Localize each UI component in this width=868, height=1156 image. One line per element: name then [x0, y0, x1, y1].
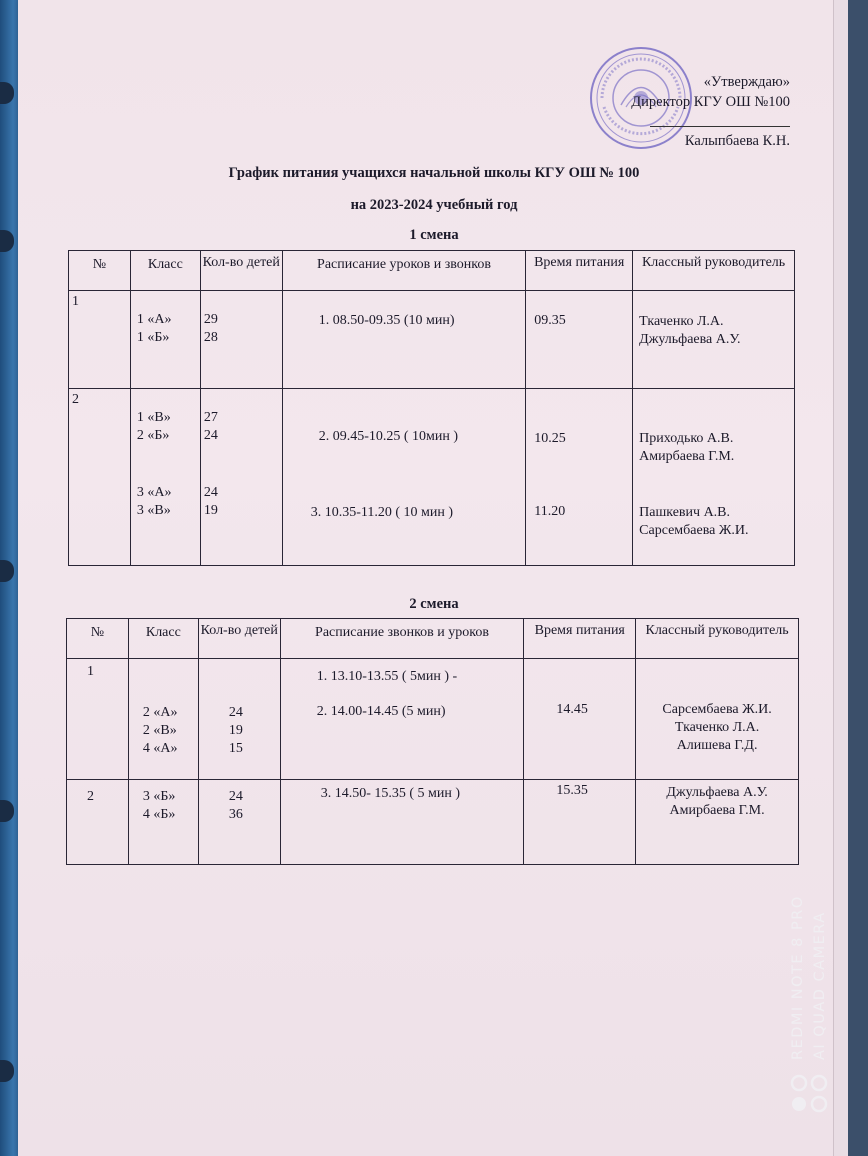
table-row: [67, 659, 799, 780]
teacher-name: Ткаченко Л.А.: [639, 314, 724, 329]
header-class: Класс: [130, 251, 200, 291]
teacher-name: Ткаченко Л.А.: [674, 720, 760, 735]
class-name: 2 «Б»: [136, 428, 170, 443]
school-year: на 2023-2024 учебный год: [350, 197, 518, 213]
meal-time: 11.20: [534, 504, 566, 519]
lesson-schedule: 3. 10.35-11.20 ( 10 мин ): [310, 505, 454, 520]
table-row: [69, 389, 795, 566]
camera-logo-icon: [790, 1074, 830, 1120]
student-count: 15: [228, 741, 243, 756]
student-count: 19: [203, 503, 218, 518]
table-header-row: [69, 251, 795, 291]
meal-time: 14.45: [556, 702, 588, 717]
row-number: 2: [72, 392, 79, 407]
class-name: 2 «В»: [142, 723, 177, 738]
class-name: 1 «Б»: [136, 330, 170, 345]
teacher-name: Сарсембаева Ж.И.: [639, 523, 749, 538]
table-header-row: [67, 619, 799, 659]
header-number: №: [67, 619, 129, 659]
lesson-schedule: 2. 14.00-14.45 (5 мин): [316, 704, 446, 719]
lesson-schedule: 3. 14.50- 15.35 ( 5 мин ): [320, 786, 461, 801]
teacher-name: Амирбаева Г.М.: [669, 803, 765, 818]
teacher-name: Джульфаева А.У.: [639, 332, 741, 347]
meal-time: 15.35: [556, 783, 588, 798]
approval-block: [590, 72, 790, 151]
header-teacher: Классный руководитель: [636, 619, 799, 659]
header-schedule: Расписание звонков и уроков: [280, 619, 524, 659]
header-count: Кол-во детей: [200, 251, 282, 291]
lesson-schedule: 1. 13.10-13.55 ( 5мин ) -: [316, 669, 458, 684]
table-row: [67, 780, 799, 865]
shift-1-heading: 1 смена: [409, 227, 459, 243]
teacher-name: Сарсембаева Ж.И.: [662, 702, 772, 717]
lesson-schedule: 2. 09.45-10.25 ( 10мин ): [318, 429, 459, 444]
row-number: 1: [72, 294, 79, 309]
class-name: 1 «А»: [136, 312, 172, 327]
document-title: График питания учащихся начальной школы КГУ ОШ № 100: [228, 165, 640, 181]
class-name: 1 «В»: [136, 410, 171, 425]
meal-time: 09.35: [534, 313, 566, 328]
class-name: 4 «А»: [142, 741, 178, 756]
class-name: 3 «Б»: [142, 789, 176, 804]
director-name: Калыпбаева К.Н.: [684, 133, 790, 149]
table-row: [69, 291, 795, 389]
header-number: №: [69, 251, 131, 291]
shift-1-table: [68, 250, 795, 566]
lesson-schedule: 1. 08.50-09.35 (10 мин): [318, 313, 455, 328]
header-schedule: Расписание уроков и звонков: [282, 251, 526, 291]
student-count: 36: [228, 807, 243, 822]
watermark-camera: AI QUAD CAMERA: [812, 911, 828, 1060]
camera-watermark: [784, 880, 844, 1130]
watermark-model: REDMI NOTE 8 PRO: [790, 895, 806, 1060]
shift-2-heading: 2 смена: [409, 596, 459, 612]
shift-2-table: [66, 618, 799, 865]
student-count: 28: [203, 330, 218, 345]
header-meal-time: Время питания: [524, 619, 636, 659]
student-count: 24: [228, 705, 243, 720]
student-count: 27: [203, 410, 218, 425]
teacher-name: Алишева Г.Д.: [676, 738, 758, 753]
student-count: 24: [203, 485, 218, 500]
class-name: 3 «А»: [136, 485, 172, 500]
teacher-name: Пашкевич А.В.: [639, 505, 731, 520]
signature-line: [650, 114, 790, 127]
meal-time: 10.25: [534, 431, 566, 446]
row-number: 1: [87, 664, 94, 679]
header-count: Кол-во детей: [198, 619, 280, 659]
student-count: 24: [228, 789, 243, 804]
header-meal-time: Время питания: [526, 251, 633, 291]
director-title: Директор КГУ ОШ №100: [631, 94, 790, 110]
student-count: 29: [203, 312, 218, 327]
header-teacher: Классный руководитель: [633, 251, 795, 291]
class-name: 4 «Б»: [142, 807, 176, 822]
class-name: 3 «В»: [136, 503, 171, 518]
teacher-name: Приходько А.В.: [639, 431, 734, 446]
row-number: 2: [87, 789, 94, 804]
header-class: Класс: [128, 619, 198, 659]
student-count: 24: [203, 428, 218, 443]
class-name: 2 «А»: [142, 705, 178, 720]
teacher-name: Амирбаева Г.М.: [639, 449, 735, 464]
teacher-name: Джульфаева А.У.: [666, 785, 768, 800]
student-count: 19: [228, 723, 243, 738]
approval-label: «Утверждаю»: [703, 74, 790, 90]
